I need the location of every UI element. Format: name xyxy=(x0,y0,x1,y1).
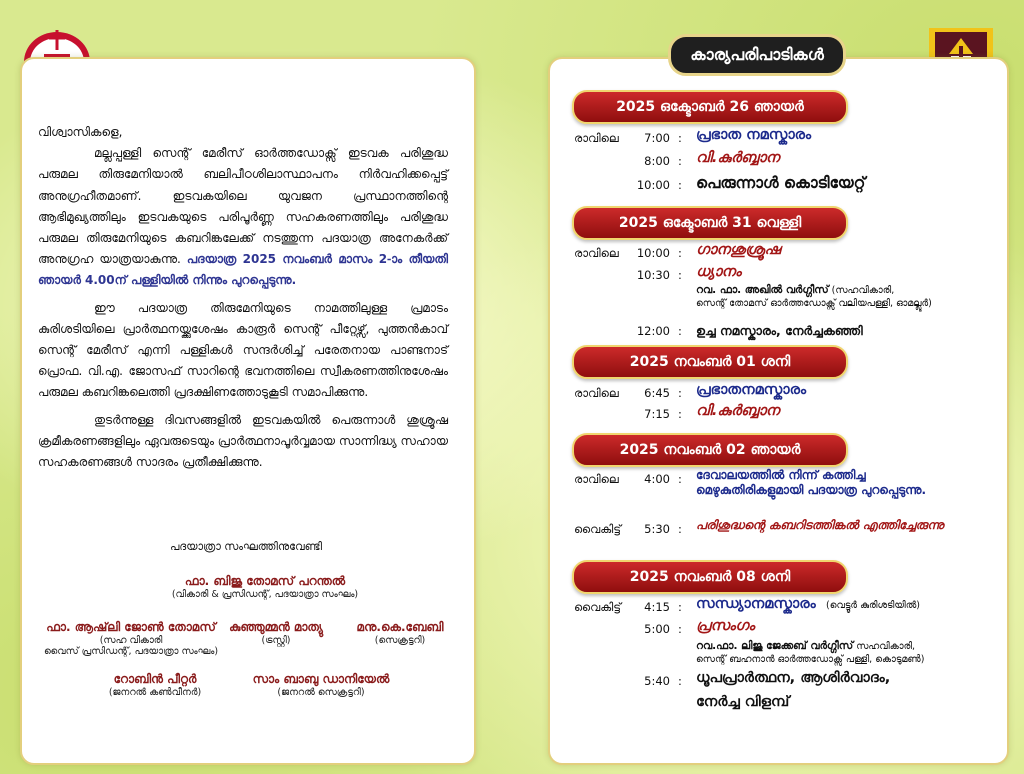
date-pill-nov-08: 2025 നവംബർ 08 ശനി xyxy=(572,560,848,594)
signatory-trustee: കുഞ്ഞുമ്മൻ മാത്യു (ട്രസ്റ്റി) xyxy=(229,620,323,646)
signatory-secretary: മനു.കെ.ബേബി (സെക്രട്ടറി) xyxy=(356,620,444,646)
signatory-general-convener: റോബിൻ പീറ്റർ (ജനറൽ കൺവീനർ) xyxy=(108,672,202,698)
on-behalf-line: പദയാത്രാ സംഘത്തിനുവേണ്ടി xyxy=(170,540,322,553)
speaker-note-1: റവ. ഫാ. അഖിൽ വർഗ്ഗീസ് (സഹവികാരി, സെന്റ് തോമസ് ഓർത്തഡോക്സ് വലിയപള്ളി, ഓമല്ലൂർ) xyxy=(696,284,932,309)
date-pill-oct-26: 2025 ഒക്ടോബർ 26 ഞായർ xyxy=(572,90,848,124)
letter-paragraph-2: ഈ പദയാത്ര തിരുമേനിയുടെ നാമത്തിലുള്ള പ്രമാടം കുരിശടിയിലെ പ്രാർത്ഥനയ്ക്കുശേഷം കാരൂർ സെന്റ് പീറ്റേഴ്സ്, പുത്തൻകാവ് സെന്റ് മേരീസ് എന്നി പള്ളികൾ സന്ദർശിച്ച് പരേതനായ പാണ്ടനാട് പ്രൊഫ. വി.എ. ജോസഫ് സാറിന്റെ ഭവനത്തിലെ സ്വീകരണത്തിനുശേഷം പരുമല കബറിങ്കലെത്തി പ്രദക്ഷിണത്തോടുകൂടി സമാപിക്കുന്നു. xyxy=(38,300,448,400)
signatory-general-secretary: സാം ബാബു ഡാനിയേൽ (ജനറൽ സെക്രട്ടറി) xyxy=(252,672,390,698)
letter-paragraph-3: തുടർന്നുള്ള ദിവസങ്ങളിൽ ഇടവകയിൽ പെരുന്നാൾ ശുശ്രൂഷ ക്രമീകരണങ്ങളിലും ഏവരുടെയും പ്രാർത്ഥനാപൂർവ്വമായ സാന്നിദ്ധ്യ സഹായ സഹകരണങ്ങൾ സാദരം പ്രതീക്ഷിക്കുന്നു. xyxy=(38,412,448,470)
salutation: വിശ്വാസികളെ, xyxy=(38,125,123,139)
signatory-assistant-vicar: ഫാ. ആഷ്‌ലി ജോൺ തോമസ് (സഹ വികാരി വൈസ് പ്രസിഡന്റ്, പദയാത്രാ സംഘം) xyxy=(43,620,219,657)
procession-highlight: പദയാത്ര 2025 നവംബർ മാസം 2-ാം തീയതി ഞായർ 4.00ന് പള്ളിയിൽ നിന്നും പുറപ്പെടുന്നു. xyxy=(38,252,448,288)
speaker-note-2: റവ.ഫാ. ലിജു ജേക്കബ് വർഗ്ഗീസ് സഹവികാരി, സെന്റ് ബഹനാൻ ഓർത്തഡോക്സ് പള്ളി, കൊടുമൺ) xyxy=(696,640,925,665)
date-pill-oct-31: 2025 ഒക്ടോബർ 31 വെള്ളി xyxy=(572,206,848,240)
date-pill-nov-01: 2025 നവംബർ 01 ശനി xyxy=(572,345,848,379)
programme-heading: കാര്യപരിപാടികൾ xyxy=(668,34,846,76)
letter-paragraph-1: മല്ലപ്പള്ളി സെന്റ് മേരീസ് ഓർത്തഡോക്സ് ഇടവക പരിശുദ്ധ പരുമല തിരുമേനിയാൽ ബലിപീഠശിലാസ്ഥാപനം നിർവഹിക്കപ്പെട്ട് അനുഗ്രഹീതമാണ്. ഇടവകയിലെ യുവജന പ്രസ്ഥാനത്തിന്റെ ആഭിമുഖ്യത്തിലും ഇടവകയുടെ പരിപൂർണ്ണ സഹകരണത്തിലും പരിശുദ്ധ പരുമല തിരുമേനിയുടെ കബറിങ്കലേക്ക് നടത്തുന്ന പദയാത്ര അനേകർക്ക് അനുഗ്രഹ യാത്രയാകുന്നു. പദയാത്ര 2025 നവംബർ മാസം 2-ാം തീയതി ഞായർ 4.00ന് പള്ളിയിൽ നിന്നും പുറപ്പെടുന്നു. xyxy=(38,146,448,288)
signatory-vicar: ഫാ. ബിജു തോമസ് പറന്തൽ (വികാരി & പ്രസിഡന്റ്, പദയാത്രാ സംഘം) xyxy=(171,574,359,600)
date-pill-nov-02: 2025 നവംബർ 02 ഞായർ xyxy=(572,433,848,467)
letter-body xyxy=(38,122,448,473)
